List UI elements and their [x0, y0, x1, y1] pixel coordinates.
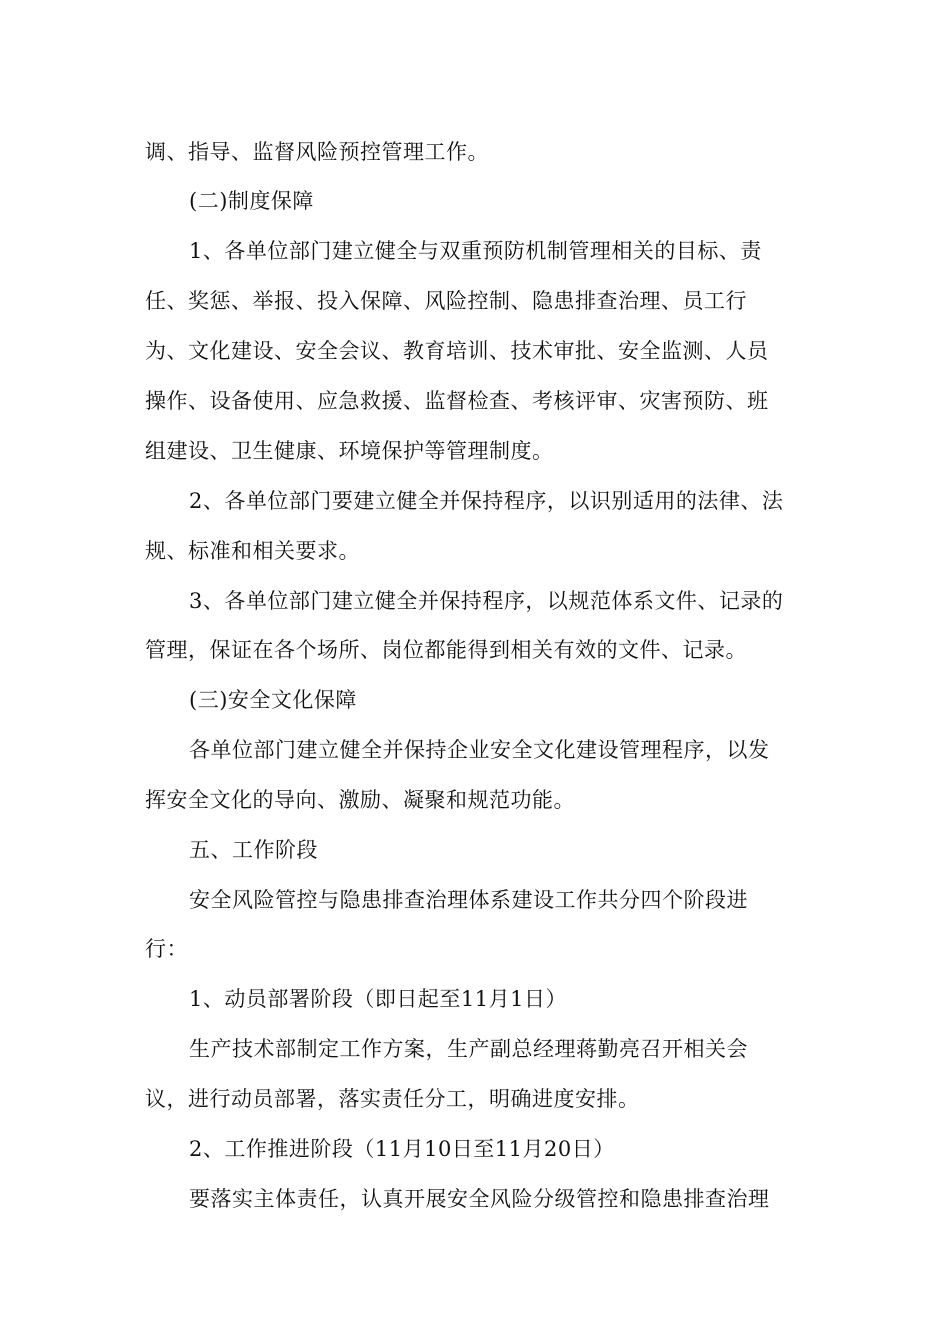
text-line: 行：	[145, 937, 188, 961]
text-line: 任、奖惩、举报、投入保障、风险控制、隐患排查治理、员工行	[145, 289, 747, 313]
text-line: 2、各单位部门要建立健全并保持程序，以识别适用的法律、法	[189, 489, 784, 513]
text-line: 管理，保证在各个场所、岗位都能得到相关有效的文件、记录。	[145, 638, 747, 662]
text-line: 各单位部门建立健全并保持企业安全文化建设管理程序，以发	[189, 738, 770, 762]
text-line: 3、各单位部门建立健全并保持程序，以规范体系文件、记录的	[189, 589, 784, 613]
subsection-heading: 1、动员部署阶段（即日起至11月1日）	[189, 987, 567, 1011]
text-line: 挥安全文化的导向、激励、凝聚和规范功能。	[145, 788, 575, 812]
text-line: 调、指导、监督风险预控管理工作。	[145, 140, 489, 164]
text-line: 议，进行动员部署，落实责任分工，明确进度安排。	[145, 1087, 640, 1111]
text-line: 规、标准和相关要求。	[145, 539, 360, 563]
text-line: 要落实主体责任，认真开展安全风险分级管控和隐患排查治理	[189, 1187, 770, 1211]
text-line: 操作、设备使用、应急救援、监督检查、考核评审、灾害预防、班	[145, 389, 769, 413]
text-line: 生产技术部制定工作方案，生产副总经理蒋勤亮召开相关会	[189, 1037, 748, 1061]
text-line: 组建设、卫生健康、环境保护等管理制度。	[145, 439, 554, 463]
section-heading: 五、工作阶段	[189, 838, 318, 862]
text-line: 安全风险管控与隐患排查治理体系建设工作共分四个阶段进	[189, 888, 748, 912]
section-heading: (三)安全文化保障	[189, 688, 357, 712]
text-line: 为、文化建设、安全会议、教育培训、技术审批、安全监测、人员	[145, 339, 769, 363]
section-heading: (二)制度保障	[189, 189, 314, 213]
text-line: 1、各单位部门建立健全与双重预防机制管理相关的目标、责	[189, 239, 762, 263]
subsection-heading: 2、工作推进阶段（11月10日至11月20日）	[189, 1137, 615, 1161]
